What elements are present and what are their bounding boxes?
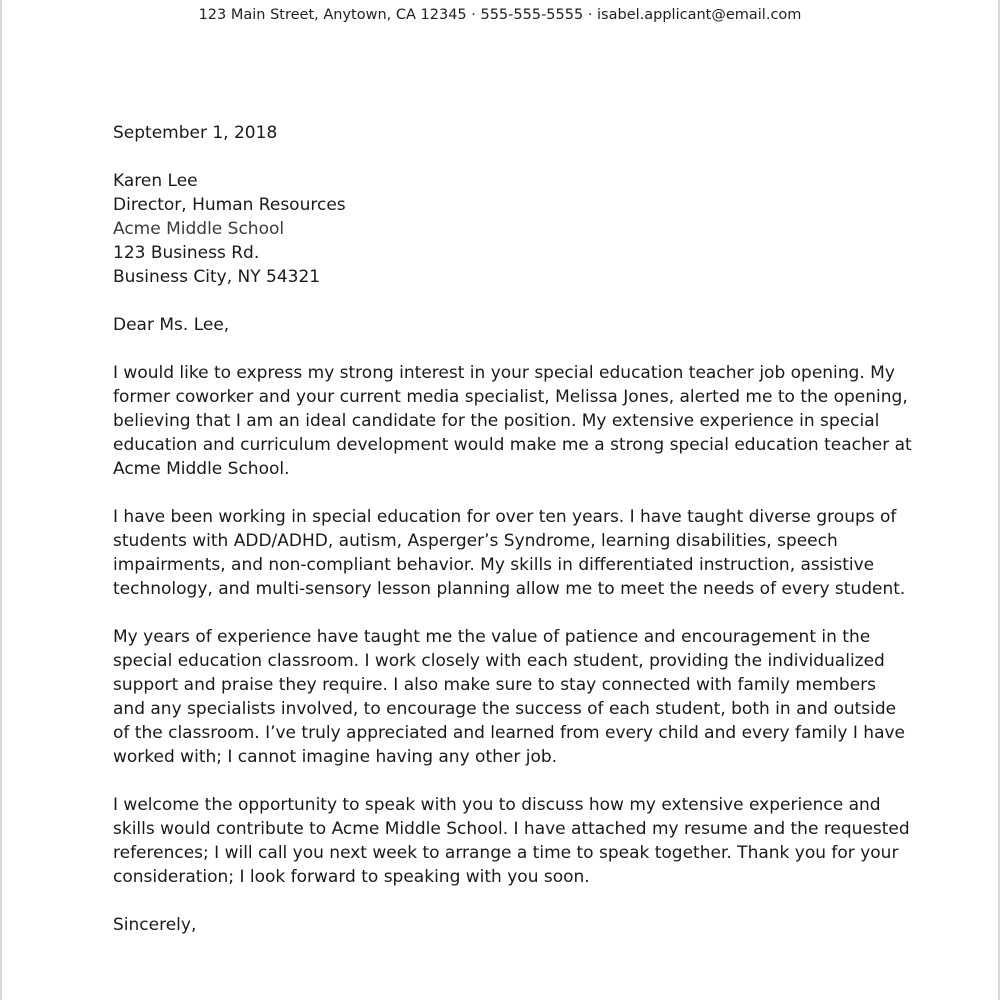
page-edge-left (0, 0, 2, 1000)
recipient-block (113, 169, 913, 289)
body-paragraph-4: I welcome the opportunity to speak with you to discuss how my extensive experience and skills would contribute to Acme Middle School. I have attached my resume and the requested references; I will call you next week to arrange a time to speak together. Thank you for your consideration; I look forward to speaking with you soon. (113, 795, 910, 887)
closing: Sincerely, (113, 915, 197, 935)
letter-date: September 1, 2018 (113, 123, 278, 143)
body-paragraph-2: I have been working in special education for over ten years. I have taught diverse groups of students with ADD/ADHD, autism, Asperger’s Syndrome, learning disabilities, speech impairments, and non-compliant behavior. My skills in differentiated instruction, assistive technology, and multi-sensory lesson planning allow me to meet the needs of every student. (113, 507, 906, 599)
body-paragraph-1: I would like to express my strong interest in your special education teacher job opening. My former coworker and your current media specialist, Melissa Jones, alerted me to the opening, believing that I am an ideal candidate for the position. My extensive experience in special education and curriculum development would make me a strong special education teacher at Acme Middle School. (113, 363, 912, 479)
sender-contact-line: 123 Main Street, Anytown, CA 12345 · 555-555-5555 · isabel.applicant@email.com (198, 7, 802, 23)
recipient-address-line2: Business City, NY 54321 (113, 267, 321, 287)
recipient-name: Karen Lee (113, 171, 198, 191)
body-paragraph-3: My years of experience have taught me the value of patience and encouragement in the special education classroom. I work closely with each student, providing the individualized support and praise they require. I also make sure to stay connected with family members and any specialists involved, to encourage the success of each student, both in and outside of the classroom. I’ve truly appreciated and learned from every child and every family I have worked with; I cannot imagine having any other job. (113, 627, 906, 767)
recipient-title: Director, Human Resources (113, 195, 346, 215)
letter-body (113, 121, 913, 937)
recipient-address-line1: 123 Business Rd. (113, 243, 260, 263)
salutation: Dear Ms. Lee, (113, 315, 230, 335)
recipient-organization: Acme Middle School (113, 219, 285, 239)
